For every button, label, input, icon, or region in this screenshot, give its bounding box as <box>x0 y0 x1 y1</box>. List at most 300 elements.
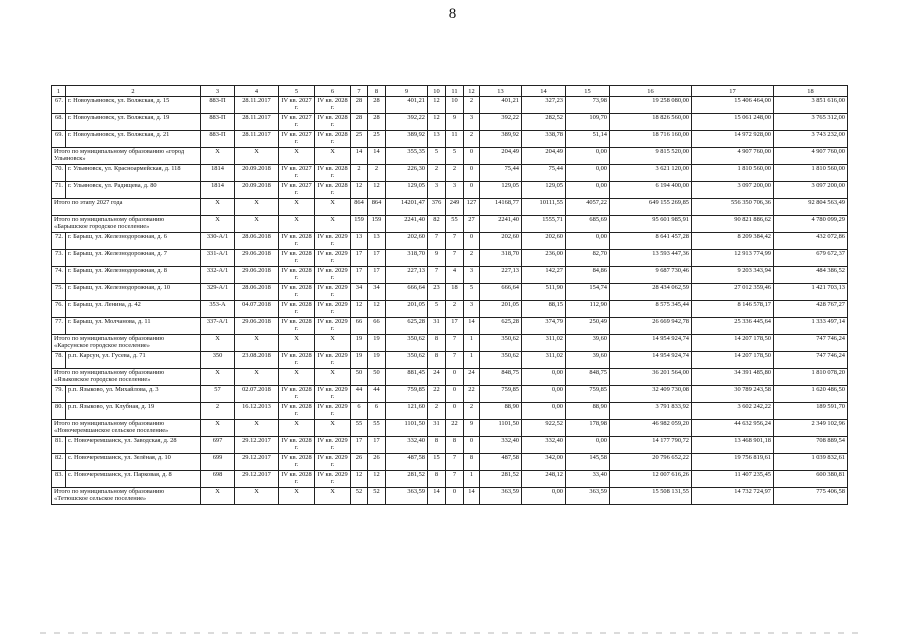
value-cell: 13 <box>428 131 446 148</box>
value-cell: 389,92 <box>386 131 428 148</box>
value-cell: 31 <box>428 420 446 437</box>
table-row <box>52 182 848 199</box>
document-number-cell: X <box>201 335 235 352</box>
column-number-cell: 17 <box>692 86 774 97</box>
document-number-cell: X <box>201 216 235 233</box>
table-row <box>52 403 848 420</box>
value-cell: 39,60 <box>566 352 610 369</box>
value-cell: 5 <box>428 148 446 165</box>
value-cell: 55 <box>351 420 368 437</box>
value-cell: 159 <box>351 216 368 233</box>
value-cell: 50 <box>368 369 386 386</box>
column-number-cell: 13 <box>480 86 522 97</box>
value-cell: 1 333 497,14 <box>774 318 848 335</box>
value-cell: 3 765 312,00 <box>774 114 848 131</box>
value-cell: 1 039 832,61 <box>774 454 848 471</box>
document-date-cell: X <box>235 216 279 233</box>
value-cell: 12 <box>351 182 368 199</box>
value-cell: 5 <box>464 284 480 301</box>
planned-end-cell: IV кв. 2029 г. <box>315 267 351 284</box>
column-number-cell: 9 <box>386 86 428 97</box>
subtotal-label: Итого по этапу 2027 года <box>52 199 201 216</box>
row-number: 78. <box>52 352 66 369</box>
value-cell: 8 209 384,42 <box>692 233 774 250</box>
value-cell: 202,60 <box>386 233 428 250</box>
address-cell: р.п. Языково, ул. Михайлова, д. 3 <box>66 386 201 403</box>
document-date-cell: 20.09.2018 <box>235 165 279 182</box>
address-cell: г. Барыш, ул. Железнодорожная, д. 6 <box>66 233 201 250</box>
table-row <box>52 352 848 369</box>
subtotal-label: Итого по муниципальному образованию «город Ульяновск» <box>52 148 201 165</box>
value-cell: 109,70 <box>566 114 610 131</box>
value-cell: 227,13 <box>480 267 522 284</box>
document-date-cell: 29.12.2017 <box>235 437 279 454</box>
scan-artifact <box>40 632 860 634</box>
value-cell: 82,70 <box>566 250 610 267</box>
value-cell: 332,40 <box>480 437 522 454</box>
subtotal-label: Итого по муниципальному образованию «Новочеремшанское сельское поселение» <box>52 420 201 437</box>
value-cell: 10111,55 <box>522 199 566 216</box>
value-cell: 0 <box>464 165 480 182</box>
value-cell: 392,22 <box>480 114 522 131</box>
value-cell: 13 <box>368 233 386 250</box>
planned-end-cell: X <box>315 420 351 437</box>
value-cell: 145,58 <box>566 454 610 471</box>
subtotal-row <box>52 216 848 233</box>
value-cell: 1 <box>464 352 480 369</box>
document-number-cell: X <box>201 420 235 437</box>
planned-start-cell: X <box>279 148 315 165</box>
row-number: 75. <box>52 284 66 301</box>
value-cell: 7 <box>428 267 446 284</box>
value-cell: 0 <box>446 488 464 505</box>
planned-end-cell: IV кв. 2028 г. <box>315 182 351 199</box>
value-cell: 281,52 <box>386 471 428 488</box>
value-cell: 2 <box>351 165 368 182</box>
planned-start-cell: IV кв. 2028 г. <box>279 318 315 335</box>
value-cell: 32 409 730,08 <box>610 386 692 403</box>
table-row <box>52 114 848 131</box>
document-number-cell: 698 <box>201 471 235 488</box>
document-date-cell: 28.11.2017 <box>235 131 279 148</box>
value-cell: 2 <box>368 165 386 182</box>
row-number: 67. <box>52 97 66 114</box>
table-row <box>52 165 848 182</box>
value-cell: 14201,47 <box>386 199 428 216</box>
subtotal-label: Итого по муниципальному образованию «Карсунское городское поселение» <box>52 335 201 352</box>
value-cell: 15 508 131,55 <box>610 488 692 505</box>
value-cell: 5 <box>428 301 446 318</box>
value-cell: 17 <box>351 267 368 284</box>
value-cell: 5 <box>446 148 464 165</box>
value-cell: 3 743 232,00 <box>774 131 848 148</box>
value-cell: 28 <box>368 97 386 114</box>
value-cell: 92 804 563,49 <box>774 199 848 216</box>
value-cell: 864 <box>368 199 386 216</box>
value-cell: 19 258 080,00 <box>610 97 692 114</box>
value-cell: 0 <box>464 437 480 454</box>
value-cell: 10 <box>446 97 464 114</box>
value-cell: 84,86 <box>566 267 610 284</box>
address-cell: с. Новочеремшанск, ул. Парковая, д. 8 <box>66 471 201 488</box>
planned-start-cell: IV кв. 2028 г. <box>279 301 315 318</box>
value-cell: 18 716 160,00 <box>610 131 692 148</box>
value-cell: 75,44 <box>480 165 522 182</box>
value-cell: 236,00 <box>522 250 566 267</box>
planned-start-cell: IV кв. 2028 г. <box>279 386 315 403</box>
value-cell: 6 <box>351 403 368 420</box>
address-cell: р.п. Карсун, ул. Гусева, д. 71 <box>66 352 201 369</box>
value-cell: 28 <box>368 114 386 131</box>
value-cell: 25 <box>368 131 386 148</box>
value-cell: 487,58 <box>480 454 522 471</box>
value-cell: 759,85 <box>386 386 428 403</box>
value-cell: 112,90 <box>566 301 610 318</box>
value-cell: 350,62 <box>480 335 522 352</box>
table-row <box>52 454 848 471</box>
value-cell: 26 <box>351 454 368 471</box>
value-cell: 15 <box>428 454 446 471</box>
column-number-cell: 8 <box>368 86 386 97</box>
column-number-cell: 14 <box>522 86 566 97</box>
value-cell: 0,00 <box>566 165 610 182</box>
value-cell: 12 <box>351 471 368 488</box>
value-cell: 19 756 819,61 <box>692 454 774 471</box>
document-number-cell: X <box>201 148 235 165</box>
value-cell: 52 <box>368 488 386 505</box>
value-cell: 14 954 924,74 <box>610 352 692 369</box>
value-cell: 759,85 <box>480 386 522 403</box>
column-number-cell: 11 <box>446 86 464 97</box>
value-cell: 392,22 <box>386 114 428 131</box>
document-number-cell: X <box>201 369 235 386</box>
table-row <box>52 267 848 284</box>
value-cell: 51,14 <box>566 131 610 148</box>
document-date-cell: 04.07.2018 <box>235 301 279 318</box>
value-cell: 3 621 120,00 <box>610 165 692 182</box>
value-cell: 15 061 248,00 <box>692 114 774 131</box>
document-date-cell: 29.12.2017 <box>235 471 279 488</box>
value-cell: 350,62 <box>386 335 428 352</box>
value-cell: 2 <box>428 165 446 182</box>
value-cell: 0,00 <box>522 369 566 386</box>
value-cell: 311,02 <box>522 352 566 369</box>
value-cell: 50 <box>351 369 368 386</box>
value-cell: 34 <box>368 284 386 301</box>
planned-start-cell: IV кв. 2027 г. <box>279 131 315 148</box>
value-cell: 3 791 833,92 <box>610 403 692 420</box>
value-cell: 17 <box>368 267 386 284</box>
value-cell: 55 <box>446 216 464 233</box>
column-number-cell: 3 <box>201 86 235 97</box>
value-cell: 18 <box>446 284 464 301</box>
value-cell: 2241,40 <box>386 216 428 233</box>
value-cell: 2 <box>464 250 480 267</box>
document-number-cell: 353-А <box>201 301 235 318</box>
value-cell: 8 <box>464 454 480 471</box>
document-date-cell: X <box>235 148 279 165</box>
value-cell: 8 146 578,17 <box>692 301 774 318</box>
column-number-cell: 5 <box>279 86 315 97</box>
value-cell: 6 194 400,00 <box>610 182 692 199</box>
table-row <box>52 437 848 454</box>
planned-end-cell: X <box>315 335 351 352</box>
document-date-cell: 29.06.2018 <box>235 250 279 267</box>
document-number-cell: X <box>201 199 235 216</box>
subtotal-row <box>52 369 848 386</box>
table-row <box>52 250 848 267</box>
address-cell: г. Барыш, ул. Железнодорожная, д. 10 <box>66 284 201 301</box>
planned-start-cell: IV кв. 2028 г. <box>279 352 315 369</box>
row-number: 83. <box>52 471 66 488</box>
row-number: 68. <box>52 114 66 131</box>
address-cell: г. Барыш, ул. Железнодорожная, д. 8 <box>66 267 201 284</box>
value-cell: 250,49 <box>566 318 610 335</box>
document-date-cell: X <box>235 369 279 386</box>
value-cell: 4057,22 <box>566 199 610 216</box>
value-cell: 311,02 <box>522 335 566 352</box>
value-cell: 14 <box>368 148 386 165</box>
document-date-cell: 28.06.2018 <box>235 233 279 250</box>
planned-start-cell: IV кв. 2028 г. <box>279 250 315 267</box>
value-cell: 13 <box>351 233 368 250</box>
value-cell: 0 <box>446 369 464 386</box>
value-cell: 14 <box>351 148 368 165</box>
value-cell: 202,60 <box>522 233 566 250</box>
value-cell: 666,64 <box>480 284 522 301</box>
table-row <box>52 284 848 301</box>
document-number-cell: 337-А/1 <box>201 318 235 335</box>
planned-end-cell: X <box>315 488 351 505</box>
value-cell: 8 <box>428 437 446 454</box>
value-cell: 487,58 <box>386 454 428 471</box>
document-date-cell: 16.12.2013 <box>235 403 279 420</box>
column-number-cell: 16 <box>610 86 692 97</box>
planned-end-cell: X <box>315 148 351 165</box>
value-cell: 864 <box>351 199 368 216</box>
value-cell: 44 <box>351 386 368 403</box>
value-cell: 3 <box>464 114 480 131</box>
value-cell: 14 732 724,97 <box>692 488 774 505</box>
value-cell: 28 <box>351 97 368 114</box>
planned-start-cell: IV кв. 2027 г. <box>279 97 315 114</box>
value-cell: 282,52 <box>522 114 566 131</box>
value-cell: 14 177 790,72 <box>610 437 692 454</box>
value-cell: 13 468 901,18 <box>692 437 774 454</box>
value-cell: 0 <box>464 233 480 250</box>
value-cell: 39,60 <box>566 335 610 352</box>
value-cell: 3 <box>464 267 480 284</box>
value-cell: 1555,71 <box>522 216 566 233</box>
value-cell: 775 406,58 <box>774 488 848 505</box>
value-cell: 625,28 <box>480 318 522 335</box>
planned-start-cell: X <box>279 369 315 386</box>
planned-end-cell: IV кв. 2029 г. <box>315 352 351 369</box>
value-cell: 73,98 <box>566 97 610 114</box>
planned-end-cell: X <box>315 216 351 233</box>
value-cell: 649 155 269,85 <box>610 199 692 216</box>
value-cell: 511,90 <box>522 284 566 301</box>
value-cell: 8 <box>428 352 446 369</box>
value-cell: 30 789 243,58 <box>692 386 774 403</box>
value-cell: 55 <box>368 420 386 437</box>
planned-end-cell: IV кв. 2029 г. <box>315 318 351 335</box>
value-cell: 7 <box>446 233 464 250</box>
value-cell: 34 <box>351 284 368 301</box>
planned-start-cell: X <box>279 335 315 352</box>
planned-end-cell: IV кв. 2029 г. <box>315 454 351 471</box>
table-row <box>52 386 848 403</box>
row-number: 73. <box>52 250 66 267</box>
value-cell: 88,90 <box>480 403 522 420</box>
document-number-cell: 329-А/1 <box>201 284 235 301</box>
column-number-row <box>52 86 848 97</box>
value-cell: 12 <box>351 301 368 318</box>
address-cell: г. Новоульяновск, ул. Волжская, д. 19 <box>66 114 201 131</box>
row-number: 70. <box>52 165 66 182</box>
value-cell: 44 632 956,24 <box>692 420 774 437</box>
value-cell: 401,21 <box>386 97 428 114</box>
value-cell: 2 <box>464 131 480 148</box>
planned-end-cell: IV кв. 2029 г. <box>315 301 351 318</box>
value-cell: 0,00 <box>566 233 610 250</box>
table-row <box>52 131 848 148</box>
value-cell: 374,79 <box>522 318 566 335</box>
value-cell: 350,62 <box>480 352 522 369</box>
value-cell: 25 <box>351 131 368 148</box>
value-cell: 0 <box>464 182 480 199</box>
page-number: 8 <box>448 6 457 22</box>
value-cell: 376 <box>428 199 446 216</box>
planned-start-cell: X <box>279 420 315 437</box>
row-number: 81. <box>52 437 66 454</box>
value-cell: 129,05 <box>386 182 428 199</box>
planned-end-cell: IV кв. 2029 г. <box>315 250 351 267</box>
value-cell: 17 <box>351 437 368 454</box>
table-row <box>52 471 848 488</box>
document-date-cell: X <box>235 420 279 437</box>
value-cell: 22 <box>464 386 480 403</box>
value-cell: 1 810 560,00 <box>692 165 774 182</box>
value-cell: 401,21 <box>480 97 522 114</box>
value-cell: 7 <box>446 454 464 471</box>
value-cell: 848,75 <box>566 369 610 386</box>
document-date-cell: 28.11.2017 <box>235 114 279 131</box>
value-cell: 7 <box>446 250 464 267</box>
subtotal-row <box>52 488 848 505</box>
value-cell: 9 815 520,00 <box>610 148 692 165</box>
value-cell: 0,00 <box>522 403 566 420</box>
document-number-cell: 1814 <box>201 165 235 182</box>
value-cell: 1 <box>464 335 480 352</box>
column-number-cell: 15 <box>566 86 610 97</box>
value-cell: 3 <box>428 182 446 199</box>
value-cell: 12 <box>428 114 446 131</box>
address-cell: г. Барыш, ул. Молчанова, д. 11 <box>66 318 201 335</box>
column-number-cell: 10 <box>428 86 446 97</box>
value-cell: 0,00 <box>566 148 610 165</box>
address-cell: г. Новоульяновск, ул. Волжская, д. 21 <box>66 131 201 148</box>
address-cell: г. Ульяновск, ул. Красноармейская, д. 118 <box>66 165 201 182</box>
value-cell: 8 <box>428 471 446 488</box>
value-cell: 24 <box>464 369 480 386</box>
planned-start-cell: IV кв. 2028 г. <box>279 267 315 284</box>
value-cell: 46 982 059,20 <box>610 420 692 437</box>
value-cell: 33,40 <box>566 471 610 488</box>
value-cell: 1101,50 <box>480 420 522 437</box>
value-cell: 12 913 774,99 <box>692 250 774 267</box>
value-cell: 0 <box>446 386 464 403</box>
value-cell: 248,12 <box>522 471 566 488</box>
planned-start-cell: IV кв. 2027 г. <box>279 182 315 199</box>
value-cell: 747 746,24 <box>774 335 848 352</box>
planned-start-cell: IV кв. 2027 г. <box>279 114 315 131</box>
value-cell: 25 336 445,64 <box>692 318 774 335</box>
document-date-cell: 29.06.2018 <box>235 318 279 335</box>
value-cell: 36 201 564,00 <box>610 369 692 386</box>
value-cell: 4 780 099,29 <box>774 216 848 233</box>
value-cell: 332,40 <box>386 437 428 454</box>
value-cell: 22 <box>446 420 464 437</box>
value-cell: 90 821 886,62 <box>692 216 774 233</box>
column-number-cell: 6 <box>315 86 351 97</box>
address-cell: с. Новочеремшанск, ул. Зелёная, д. 10 <box>66 454 201 471</box>
value-cell: 3 851 616,00 <box>774 97 848 114</box>
value-cell: 318,70 <box>386 250 428 267</box>
value-cell: 8 <box>446 437 464 454</box>
document-number-cell: 883-П <box>201 97 235 114</box>
value-cell: 24 <box>428 369 446 386</box>
address-cell: р.п. Языково, ул. Клубная, д. 19 <box>66 403 201 420</box>
value-cell: 201,05 <box>386 301 428 318</box>
value-cell: 20 796 652,22 <box>610 454 692 471</box>
planned-start-cell: IV кв. 2028 г. <box>279 437 315 454</box>
value-cell: 227,13 <box>386 267 428 284</box>
address-cell: г. Барыш, ул. Ленина, д. 42 <box>66 301 201 318</box>
value-cell: 8 575 345,44 <box>610 301 692 318</box>
planned-end-cell: IV кв. 2029 г. <box>315 386 351 403</box>
value-cell: 142,27 <box>522 267 566 284</box>
planned-start-cell: X <box>279 199 315 216</box>
value-cell: 7 <box>446 335 464 352</box>
column-number-cell: 7 <box>351 86 368 97</box>
value-cell: 685,69 <box>566 216 610 233</box>
planned-start-cell: IV кв. 2028 г. <box>279 454 315 471</box>
value-cell: 0,00 <box>522 488 566 505</box>
value-cell: 4 907 760,00 <box>692 148 774 165</box>
table-body <box>52 86 848 505</box>
planned-end-cell: IV кв. 2028 г. <box>315 97 351 114</box>
table-row <box>52 301 848 318</box>
value-cell: 363,59 <box>480 488 522 505</box>
value-cell: 226,30 <box>386 165 428 182</box>
value-cell: 88,15 <box>522 301 566 318</box>
column-number-cell: 1 <box>52 86 66 97</box>
value-cell: 2 <box>464 97 480 114</box>
document-date-cell: 28.06.2018 <box>235 284 279 301</box>
planned-end-cell: IV кв. 2028 г. <box>315 165 351 182</box>
subtotal-row <box>52 148 848 165</box>
value-cell: 2 <box>428 403 446 420</box>
value-cell: 95 601 985,91 <box>610 216 692 233</box>
value-cell: 1 810 078,20 <box>774 369 848 386</box>
planned-end-cell: X <box>315 199 351 216</box>
row-number: 76. <box>52 301 66 318</box>
value-cell: 17 <box>351 250 368 267</box>
document-number-cell: 350 <box>201 352 235 369</box>
value-cell: 281,52 <box>480 471 522 488</box>
column-number-cell: 2 <box>66 86 201 97</box>
